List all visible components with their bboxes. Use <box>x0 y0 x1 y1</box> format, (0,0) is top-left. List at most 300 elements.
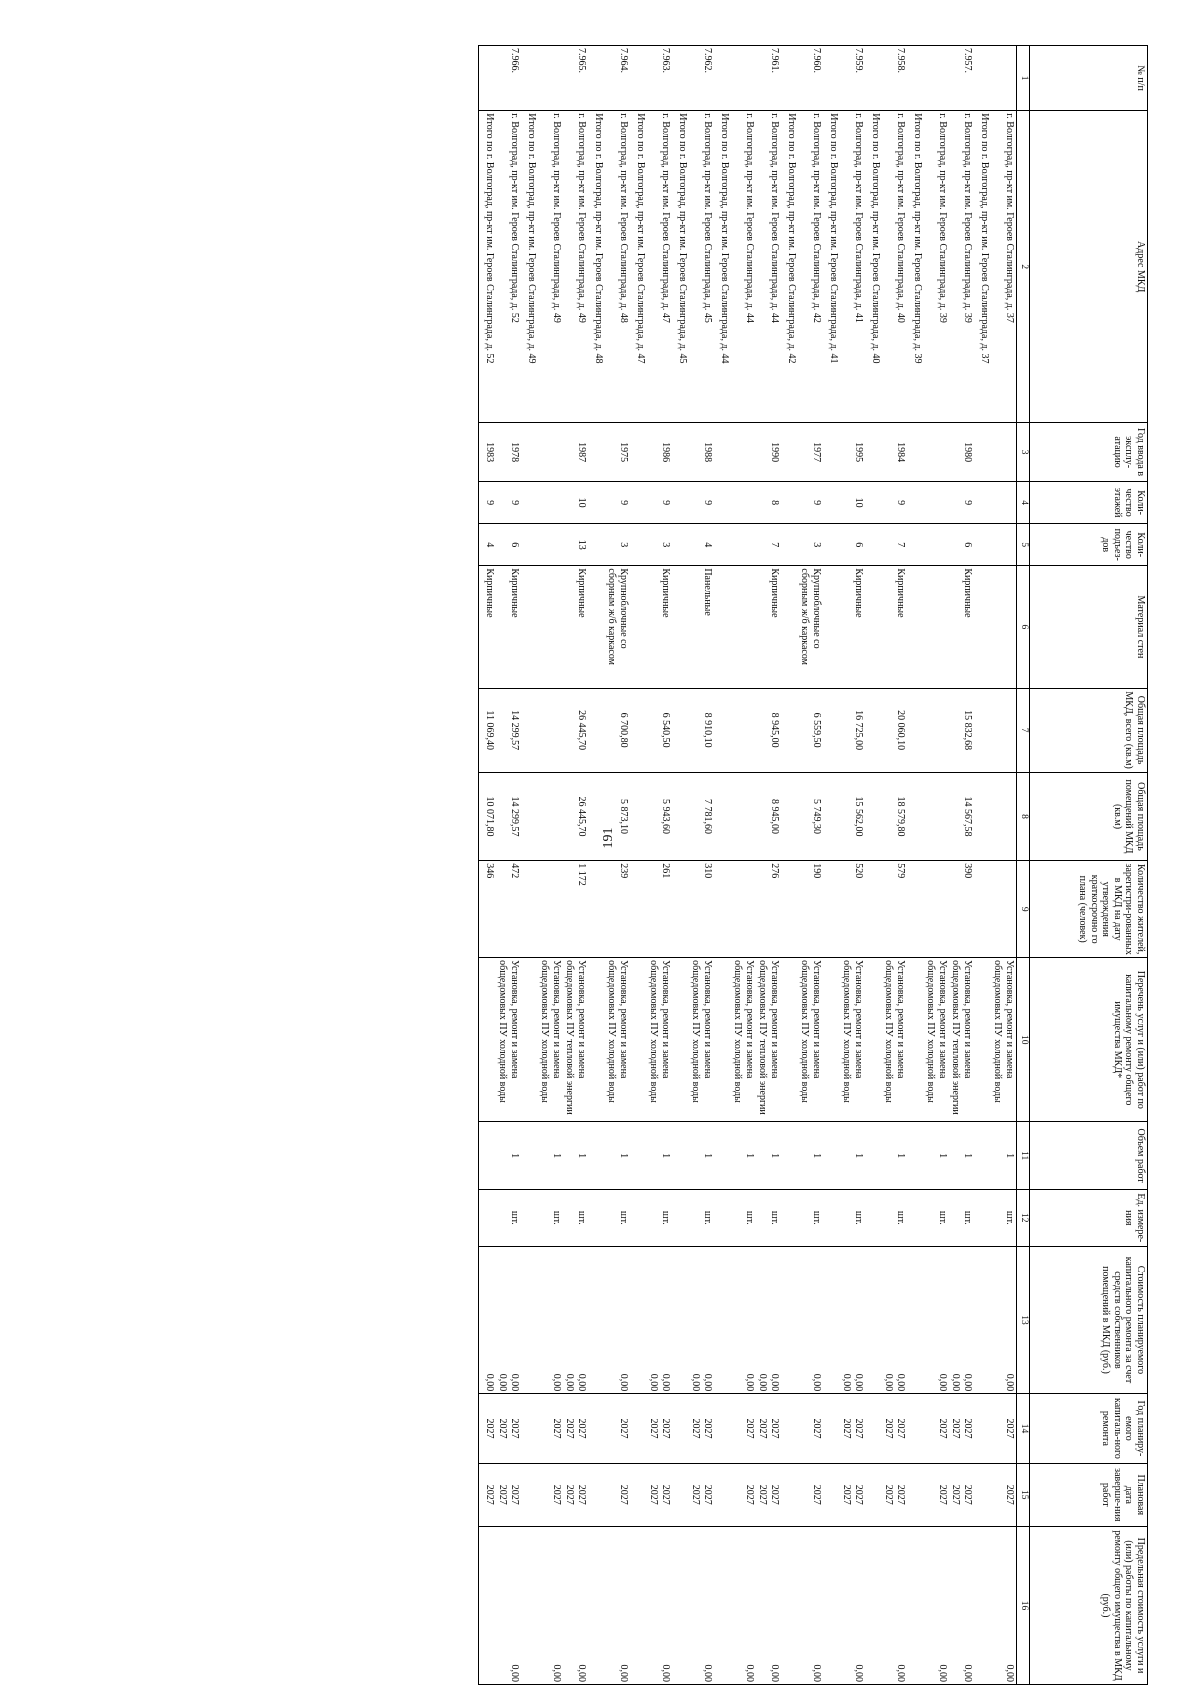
column-header: Коли-чество подъез-дов <box>1030 524 1148 566</box>
year-cell: 1983 <box>479 423 497 482</box>
entrances-cell <box>865 524 882 566</box>
work-list-cell: Установка, ремонт и замена общедомовых ПУ холодной воды <box>882 958 907 1122</box>
plan-year-cell: 2027 <box>605 1394 630 1464</box>
entrances-cell: 6 <box>840 524 865 566</box>
work-list-cell <box>907 958 924 1122</box>
unit-cell: шт. <box>798 1189 823 1246</box>
year-cell <box>974 423 991 482</box>
total-area-cell: 14 299,57 <box>496 688 521 772</box>
column-number: 7 <box>1017 688 1030 772</box>
wall-material-cell <box>538 566 563 688</box>
address-cell: г. Волгоград, пр-кт им. Героев Сталинграда, д. 49 <box>538 111 563 423</box>
work-list-cell <box>588 958 605 1122</box>
year-cell <box>991 423 1017 482</box>
limit-cost-cell <box>714 1526 731 1684</box>
column-header: Ед. измере-ния <box>1030 1189 1148 1246</box>
total-area-cell <box>521 688 538 772</box>
unit-cell <box>479 1189 497 1246</box>
volume-cell <box>479 1122 497 1189</box>
column-number: 10 <box>1017 958 1030 1122</box>
cost-cell: 0,00 <box>991 1246 1017 1393</box>
wall-material-cell <box>974 566 991 688</box>
column-header: Год ввода в эксплу-атацию <box>1030 423 1148 482</box>
end-date-cell: 2027 2027 <box>563 1463 588 1526</box>
residents-cell: 310 <box>689 861 714 958</box>
entrances-cell: 4 <box>689 524 714 566</box>
year-cell: 1978 <box>496 423 521 482</box>
end-date-cell: 2027 <box>605 1463 630 1526</box>
wall-material-cell <box>991 566 1017 688</box>
table-row <box>974 46 991 1685</box>
rooms-area-cell <box>974 772 991 860</box>
limit-cost-cell <box>479 1526 497 1684</box>
table-body <box>479 46 1017 1685</box>
floors-cell: 10 <box>840 482 865 524</box>
limit-cost-cell <box>781 1526 798 1684</box>
limit-cost-cell: 0,00 <box>756 1526 781 1684</box>
volume-cell: 1 <box>647 1122 672 1189</box>
plan-year-cell: 2027 2027 <box>496 1394 521 1464</box>
floors-cell <box>924 482 949 524</box>
year-cell: 1995 <box>840 423 865 482</box>
column-header: Материал стен <box>1030 566 1148 688</box>
row-number <box>991 46 1017 111</box>
limit-cost-cell: 0,00 <box>840 1526 865 1684</box>
end-date-cell <box>714 1463 731 1526</box>
cost-cell <box>907 1246 924 1393</box>
year-cell: 1988 <box>689 423 714 482</box>
plan-year-cell: 2027 <box>991 1394 1017 1464</box>
column-header: Количество жителей, зарегистри-рованных в МКД на дату утверждения краткосрочно го плана (человек) <box>1030 861 1148 958</box>
residents-cell: 1 172 <box>563 861 588 958</box>
cost-cell: 0,00 0,00 <box>563 1246 588 1393</box>
volume-cell: 1 <box>798 1122 823 1189</box>
column-number: 3 <box>1017 423 1030 482</box>
limit-cost-cell: 0,00 <box>605 1526 630 1684</box>
table-row <box>840 46 865 1685</box>
row-number: 7.961. <box>756 46 781 111</box>
rooms-area-cell: 7 781,60 <box>689 772 714 860</box>
row-number <box>924 46 949 111</box>
rooms-area-cell: 14 299,57 <box>496 772 521 860</box>
work-list-cell <box>865 958 882 1122</box>
wall-material-cell <box>781 566 798 688</box>
column-number: 6 <box>1017 566 1030 688</box>
total-area-cell: 20 060,10 <box>882 688 907 772</box>
row-number <box>538 46 563 111</box>
work-list-cell: Установка, ремонт и замена общедомовых ПУ холодной воды <box>647 958 672 1122</box>
column-number: 16 <box>1017 1526 1030 1684</box>
plan-year-cell: 2027 <box>798 1394 823 1464</box>
year-cell <box>781 423 798 482</box>
volume-cell: 1 <box>605 1122 630 1189</box>
wall-material-cell: Крупноблочные со сборным ж/б каркасом <box>798 566 823 688</box>
end-date-cell <box>907 1463 924 1526</box>
wall-material-cell: Кирпичные <box>840 566 865 688</box>
floors-cell: 9 <box>605 482 630 524</box>
wall-material-cell: Кирпичные <box>756 566 781 688</box>
year-cell: 1986 <box>647 423 672 482</box>
address-cell: г. Волгоград, пр-кт им. Героев Сталинграда, д. 49 <box>563 111 588 423</box>
wall-material-cell: Кирпичные <box>949 566 974 688</box>
wall-material-cell: Кирпичные <box>882 566 907 688</box>
cost-cell <box>781 1246 798 1393</box>
plan-year-cell <box>865 1394 882 1464</box>
entrances-cell <box>907 524 924 566</box>
column-number: 5 <box>1017 524 1030 566</box>
plan-year-cell <box>974 1394 991 1464</box>
row-number <box>974 46 991 111</box>
end-date-cell: 2027 2027 <box>949 1463 974 1526</box>
unit-cell <box>974 1189 991 1246</box>
rooms-area-cell <box>991 772 1017 860</box>
floors-cell: 9 <box>496 482 521 524</box>
plan-year-cell: 2027 2027 <box>689 1394 714 1464</box>
unit-cell <box>588 1189 605 1246</box>
limit-cost-cell <box>823 1526 840 1684</box>
residents-cell <box>731 861 756 958</box>
plan-year-cell: 2027 <box>731 1394 756 1464</box>
address-cell: г. Волгоград, пр-кт им. Героев Сталинграда, д. 47 <box>647 111 672 423</box>
plan-year-cell <box>521 1394 538 1464</box>
table-row <box>588 46 605 1685</box>
table-row <box>756 46 781 1685</box>
work-list-cell: Установка, ремонт и замена общедомовых ПУ холодной воды <box>496 958 521 1122</box>
total-area-cell <box>538 688 563 772</box>
end-date-cell <box>521 1463 538 1526</box>
column-header: № п/п <box>1030 46 1148 111</box>
end-date-cell: 2027 <box>731 1463 756 1526</box>
header-row <box>1030 46 1148 1685</box>
limit-cost-cell: 0,00 <box>798 1526 823 1684</box>
total-area-cell: 8 910,10 <box>689 688 714 772</box>
residents-cell <box>991 861 1017 958</box>
rooms-area-cell: 14 567,58 <box>949 772 974 860</box>
limit-cost-cell: 0,00 <box>949 1526 974 1684</box>
column-header: Коли-чество этажей <box>1030 482 1148 524</box>
entrances-cell: 3 <box>647 524 672 566</box>
column-header: Стоимость планируемого капитального ремонта за счет средств собственников помещений в МКД (руб.) <box>1030 1246 1148 1393</box>
entrances-cell <box>672 524 689 566</box>
cost-cell: 0,00 0,00 <box>496 1246 521 1393</box>
entrances-cell <box>630 524 647 566</box>
unit-cell: шт. <box>991 1189 1017 1246</box>
plan-year-cell: 2027 2027 <box>882 1394 907 1464</box>
year-cell: 1980 <box>949 423 974 482</box>
unit-cell <box>781 1189 798 1246</box>
year-cell: 1975 <box>605 423 630 482</box>
address-cell: г. Волгоград, пр-кт им. Героев Сталинграда, д. 48 <box>605 111 630 423</box>
row-number: 7.959. <box>840 46 865 111</box>
rooms-area-cell: 15 562,00 <box>840 772 865 860</box>
table-row <box>781 46 798 1685</box>
floors-cell <box>865 482 882 524</box>
address-cell: Итого по г. Волгоград, пр-кт им. Героев Сталинграда, д. 47 <box>630 111 647 423</box>
end-date-cell: 2027 2027 <box>882 1463 907 1526</box>
rooms-area-cell <box>907 772 924 860</box>
work-list-cell: Установка, ремонт и замена общедомовых ПУ холодной воды <box>731 958 756 1122</box>
wall-material-cell <box>630 566 647 688</box>
limit-cost-cell: 0,00 <box>882 1526 907 1684</box>
row-number <box>781 46 798 111</box>
table-row <box>991 46 1017 1685</box>
row-number <box>672 46 689 111</box>
address-cell: г. Волгоград, пр-кт им. Героев Сталинграда, д. 39 <box>949 111 974 423</box>
cost-cell: 0,00 <box>731 1246 756 1393</box>
year-cell <box>924 423 949 482</box>
table-row <box>907 46 924 1685</box>
column-number: 14 <box>1017 1394 1030 1464</box>
residents-cell: 276 <box>756 861 781 958</box>
total-area-cell <box>630 688 647 772</box>
floors-cell <box>731 482 756 524</box>
address-cell: Итого по г. Волгоград, пр-кт им. Героев Сталинграда, д. 45 <box>672 111 689 423</box>
address-cell: г. Волгоград, пр-кт им. Героев Сталинграда, д. 44 <box>756 111 781 423</box>
total-area-cell: 8 945,00 <box>756 688 781 772</box>
entrances-cell: 6 <box>949 524 974 566</box>
row-number: 7.962. <box>689 46 714 111</box>
year-cell <box>907 423 924 482</box>
wall-material-cell <box>588 566 605 688</box>
column-number: 15 <box>1017 1463 1030 1526</box>
work-list-cell <box>521 958 538 1122</box>
rooms-area-cell <box>924 772 949 860</box>
entrances-cell <box>714 524 731 566</box>
total-area-cell: 6 540,50 <box>647 688 672 772</box>
row-number: 7.965. <box>563 46 588 111</box>
work-list-cell: Установка, ремонт и замена общедомовых ПУ холодной воды <box>605 958 630 1122</box>
floors-cell <box>630 482 647 524</box>
year-cell: 1977 <box>798 423 823 482</box>
limit-cost-cell: 0,00 <box>647 1526 672 1684</box>
column-header: Объем работ <box>1030 1122 1148 1189</box>
floors-cell: 8 <box>756 482 781 524</box>
rooms-area-cell <box>672 772 689 860</box>
row-number: 7.963. <box>647 46 672 111</box>
column-number: 2 <box>1017 111 1030 423</box>
rooms-area-cell <box>823 772 840 860</box>
address-cell: Итого по г. Волгоград, пр-кт им. Героев Сталинграда, д. 37 <box>974 111 991 423</box>
rooms-area-cell: 5 873,10 <box>605 772 630 860</box>
plan-year-cell <box>781 1394 798 1464</box>
rooms-area-cell <box>781 772 798 860</box>
floors-cell <box>907 482 924 524</box>
cost-cell: 0,00 <box>479 1246 497 1393</box>
row-number: 7.960. <box>798 46 823 111</box>
limit-cost-cell <box>672 1526 689 1684</box>
end-date-cell: 2027 <box>924 1463 949 1526</box>
limit-cost-cell: 0,00 <box>563 1526 588 1684</box>
unit-cell: шт. <box>647 1189 672 1246</box>
address-cell: г. Волгоград, пр-кт им. Героев Сталинграда, д. 41 <box>840 111 865 423</box>
entrances-cell: 4 <box>479 524 497 566</box>
work-list-cell <box>479 958 497 1122</box>
total-area-cell: 11 069,40 <box>479 688 497 772</box>
volume-cell: 1 <box>538 1122 563 1189</box>
year-cell: 1990 <box>756 423 781 482</box>
work-list-cell: Установка, ремонт и замена общедомовых ПУ холодной воды <box>689 958 714 1122</box>
floors-cell: 9 <box>882 482 907 524</box>
column-header: Адрес МКД <box>1030 111 1148 423</box>
floors-cell: 9 <box>798 482 823 524</box>
volume-cell <box>714 1122 731 1189</box>
residents-cell <box>924 861 949 958</box>
end-date-cell <box>865 1463 882 1526</box>
residents-cell: 390 <box>949 861 974 958</box>
entrances-cell <box>974 524 991 566</box>
end-date-cell <box>974 1463 991 1526</box>
floors-cell <box>974 482 991 524</box>
unit-cell: шт. <box>731 1189 756 1246</box>
year-cell <box>731 423 756 482</box>
wall-material-cell <box>672 566 689 688</box>
year-cell: 1984 <box>882 423 907 482</box>
residents-cell: 520 <box>840 861 865 958</box>
year-cell <box>865 423 882 482</box>
cost-cell: 0,00 <box>924 1246 949 1393</box>
unit-cell <box>521 1189 538 1246</box>
end-date-cell: 2027 2027 <box>840 1463 865 1526</box>
table-row <box>865 46 882 1685</box>
wall-material-cell <box>731 566 756 688</box>
limit-cost-cell <box>974 1526 991 1684</box>
year-cell <box>538 423 563 482</box>
entrances-cell <box>731 524 756 566</box>
total-area-cell <box>907 688 924 772</box>
end-date-cell: 2027 <box>798 1463 823 1526</box>
column-number: 1 <box>1017 46 1030 111</box>
plan-year-cell: 2027 2027 <box>647 1394 672 1464</box>
table-row <box>798 46 823 1685</box>
rooms-area-cell: 18 579,80 <box>882 772 907 860</box>
unit-cell <box>714 1189 731 1246</box>
residents-cell <box>907 861 924 958</box>
cost-cell: 0,00 0,00 <box>647 1246 672 1393</box>
cost-cell <box>974 1246 991 1393</box>
unit-cell <box>865 1189 882 1246</box>
entrances-cell: 3 <box>605 524 630 566</box>
residents-cell <box>630 861 647 958</box>
cost-cell: 0,00 <box>538 1246 563 1393</box>
unit-cell: шт. <box>605 1189 630 1246</box>
table-row <box>479 46 497 1685</box>
row-number: 7.957. <box>949 46 974 111</box>
address-cell: Итого по г. Волгоград, пр-кт им. Героев Сталинграда, д. 48 <box>588 111 605 423</box>
residents-cell: 472 <box>496 861 521 958</box>
end-date-cell: 2027 <box>538 1463 563 1526</box>
address-cell: г. Волгоград, пр-кт им. Героев Сталинграда, д. 44 <box>731 111 756 423</box>
entrances-cell <box>924 524 949 566</box>
row-number <box>521 46 538 111</box>
entrances-cell: 7 <box>882 524 907 566</box>
rooms-area-cell <box>714 772 731 860</box>
plan-year-cell: 2027 2027 <box>756 1394 781 1464</box>
entrances-cell <box>991 524 1017 566</box>
rooms-area-cell: 10 071,80 <box>479 772 497 860</box>
year-cell <box>588 423 605 482</box>
volume-cell: 1 <box>949 1122 974 1189</box>
total-area-cell: 6 559,50 <box>798 688 823 772</box>
table-row <box>714 46 731 1685</box>
residents-cell <box>521 861 538 958</box>
entrances-cell <box>521 524 538 566</box>
table-row <box>538 46 563 1685</box>
wall-material-cell: Кирпичные <box>647 566 672 688</box>
wall-material-cell: Кирпичные <box>479 566 497 688</box>
cost-cell <box>714 1246 731 1393</box>
table-row <box>647 46 672 1685</box>
plan-year-cell <box>823 1394 840 1464</box>
address-cell: г. Волгоград, пр-кт им. Героев Сталинграда, д. 37 <box>991 111 1017 423</box>
column-header: Предельная стоимость услуги и (или) работы по капитальному ремонту общего имущества в МКД (руб.) <box>1030 1526 1148 1684</box>
wall-material-cell: Кирпичные <box>563 566 588 688</box>
wall-material-cell <box>907 566 924 688</box>
limit-cost-cell: 0,00 <box>731 1526 756 1684</box>
column-number: 12 <box>1017 1189 1030 1246</box>
row-number <box>907 46 924 111</box>
plan-year-cell: 2027 2027 <box>949 1394 974 1464</box>
work-list-cell: Установка, ремонт и замена общедомовых ПУ тепловой энергии <box>563 958 588 1122</box>
total-area-cell <box>672 688 689 772</box>
residents-cell: 261 <box>647 861 672 958</box>
volume-cell <box>630 1122 647 1189</box>
year-cell <box>672 423 689 482</box>
volume-cell: 1 <box>496 1122 521 1189</box>
limit-cost-cell <box>907 1526 924 1684</box>
end-date-cell: 2027 2027 <box>756 1463 781 1526</box>
column-number: 4 <box>1017 482 1030 524</box>
rooms-area-cell <box>731 772 756 860</box>
cost-cell <box>823 1246 840 1393</box>
column-number: 9 <box>1017 861 1030 958</box>
column-header: Общая площадь МКД, всего (кв.м) <box>1030 688 1148 772</box>
row-number <box>479 46 497 111</box>
rooms-area-cell: 5 943,60 <box>647 772 672 860</box>
volume-cell <box>907 1122 924 1189</box>
unit-cell: шт. <box>756 1189 781 1246</box>
plan-year-cell <box>907 1394 924 1464</box>
wall-material-cell <box>823 566 840 688</box>
address-cell: г. Волгоград, пр-кт им. Героев Сталинграда, д. 52 <box>496 111 521 423</box>
address-cell: Итого по г. Волгоград, пр-кт им. Героев Сталинграда, д. 49 <box>521 111 538 423</box>
volume-cell: 1 <box>991 1122 1017 1189</box>
address-cell: Итого по г. Волгоград, пр-кт им. Героев Сталинграда, д. 41 <box>823 111 840 423</box>
unit-cell: шт. <box>563 1189 588 1246</box>
residents-cell: 346 <box>479 861 497 958</box>
address-cell: Итого по г. Волгоград, пр-кт им. Героев Сталинграда, д. 52 <box>479 111 497 423</box>
work-list-cell <box>630 958 647 1122</box>
total-area-cell <box>924 688 949 772</box>
limit-cost-cell: 0,00 <box>924 1526 949 1684</box>
floors-cell: 10 <box>563 482 588 524</box>
cost-cell <box>588 1246 605 1393</box>
end-date-cell <box>781 1463 798 1526</box>
row-number <box>731 46 756 111</box>
wall-material-cell <box>521 566 538 688</box>
rooms-area-cell <box>538 772 563 860</box>
cost-cell <box>865 1246 882 1393</box>
cost-cell: 0,00 0,00 <box>689 1246 714 1393</box>
volume-cell <box>823 1122 840 1189</box>
table-row <box>924 46 949 1685</box>
volume-cell <box>521 1122 538 1189</box>
column-number: 13 <box>1017 1246 1030 1393</box>
total-area-cell <box>823 688 840 772</box>
floors-cell <box>538 482 563 524</box>
row-number <box>823 46 840 111</box>
rooms-area-cell <box>588 772 605 860</box>
row-number <box>714 46 731 111</box>
